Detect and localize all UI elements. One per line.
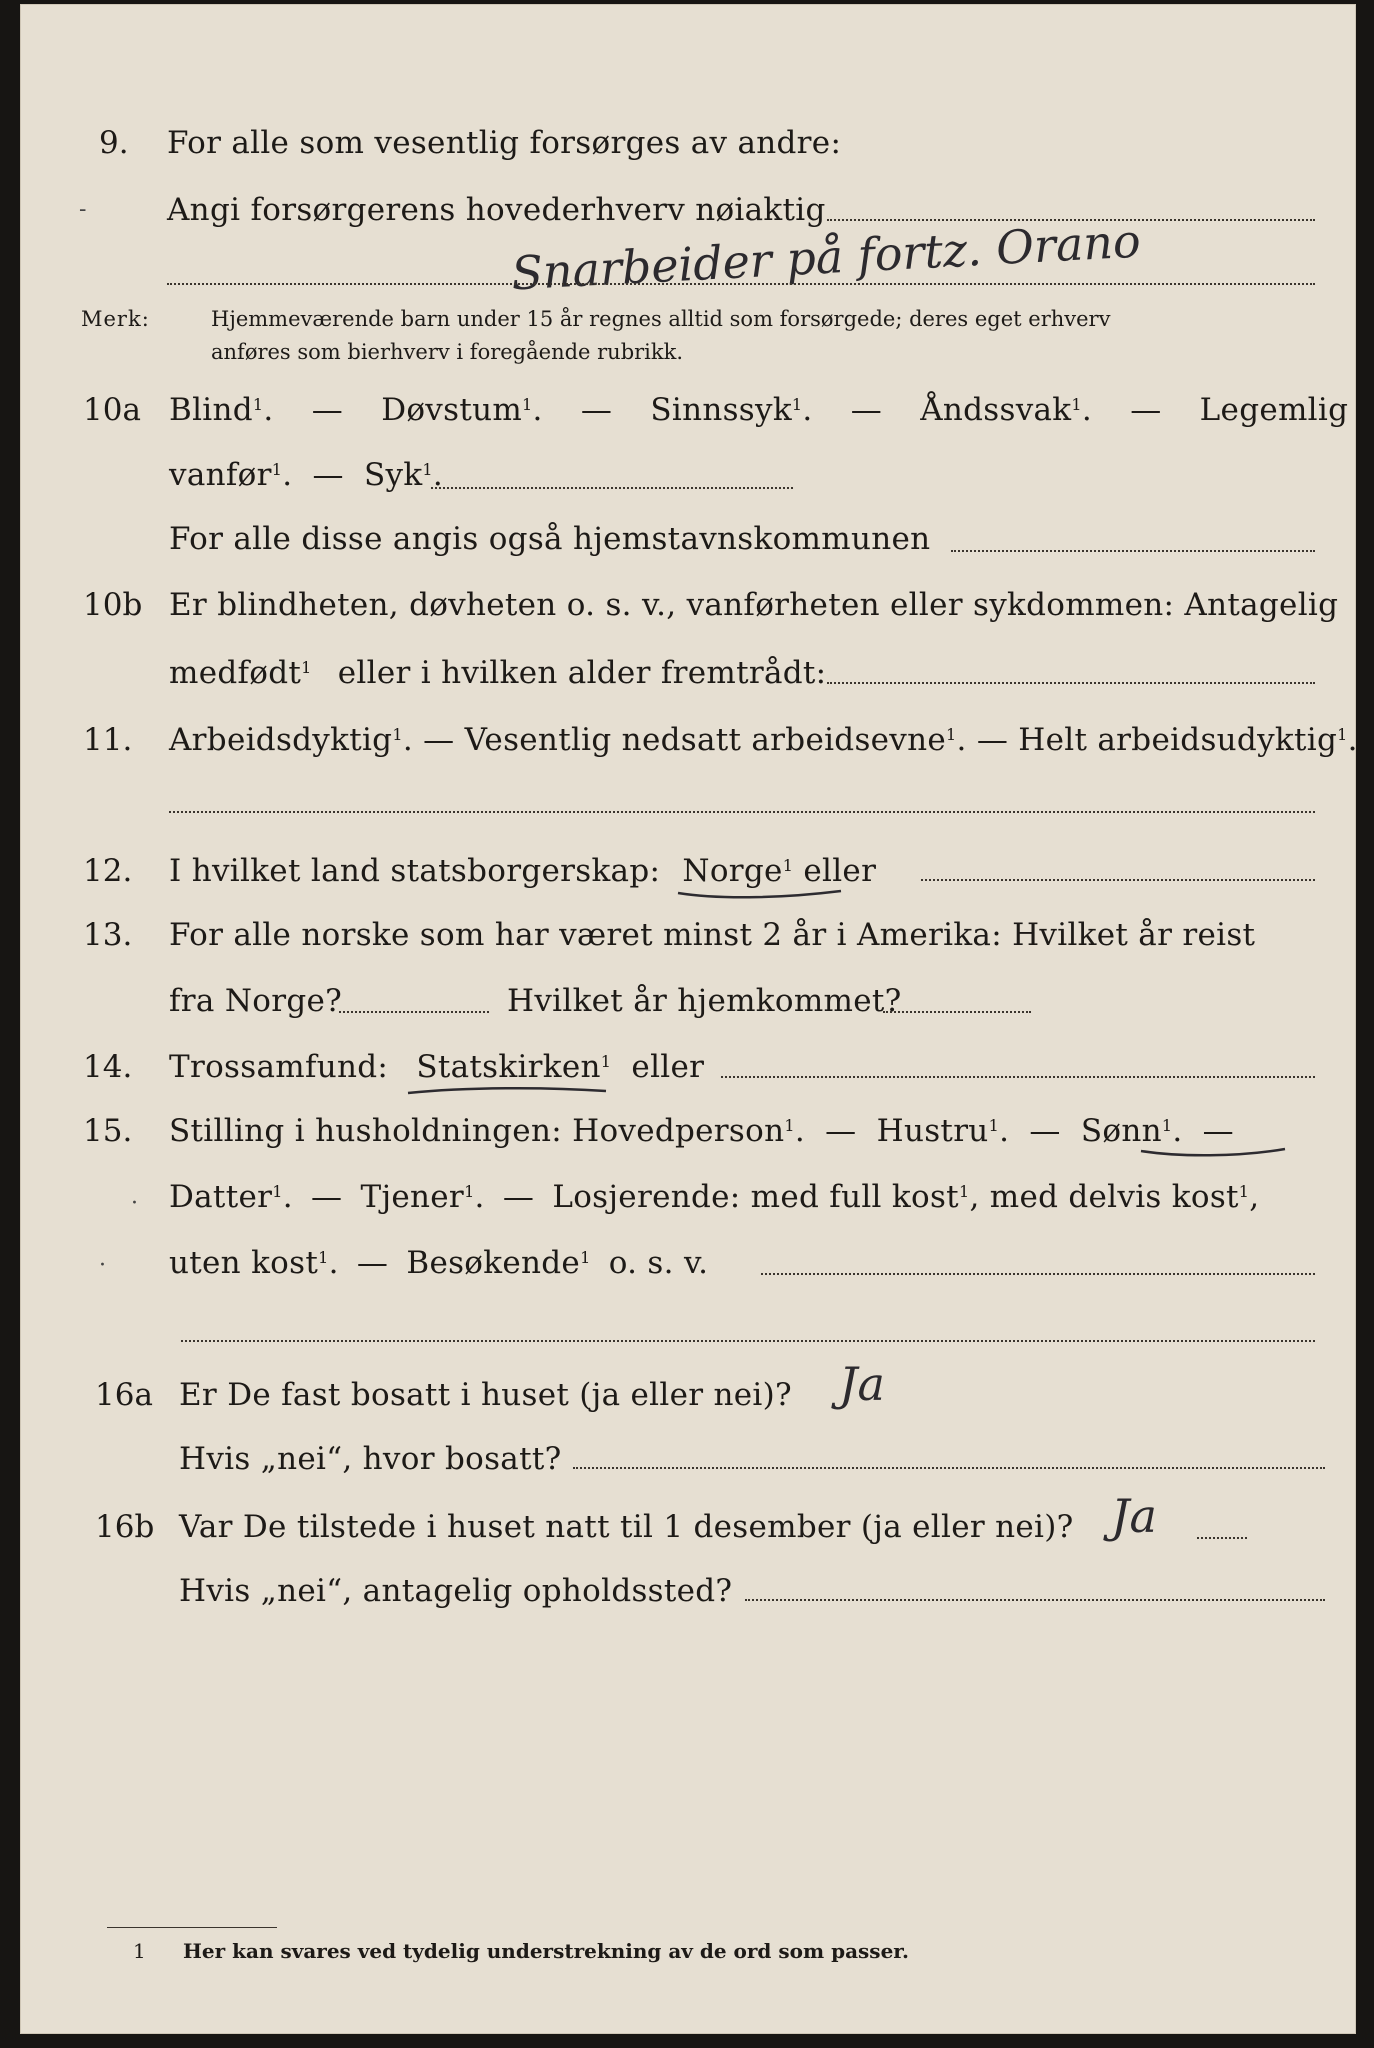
q13-hjemkommet-fill [883,1011,1031,1013]
footnote-rule [107,1927,277,1928]
q15-line1: Stilling i husholdningen: Hovedperson$^1$. — Hustru$^1$. — Sønn$^1$. — [169,1113,1234,1149]
margin-mark: - [79,197,87,222]
q13-line2b: Hvilket år hjemkommet? [507,983,902,1019]
option-statskirken: Statskirken [416,1049,601,1085]
option-legemlig: Legemlig [1199,392,1349,428]
statskirken-underline [406,1081,611,1101]
option-dovstum: Døvstum [381,392,523,428]
option-sonn: Sønn [1080,1113,1162,1149]
sonn-underline [1139,1143,1289,1163]
option-vanfor: vanfør [169,457,272,493]
q15-line3: uten kost$^1$. — Besøkende$^1$ o. s. v. [169,1245,709,1281]
norge-underline [676,883,846,903]
q15-line2: Datter$^1$. — Tjener$^1$. — Losjerende: med full kost$^1$, med delvis kost$^1$, [169,1179,1260,1215]
q16b-handwritten-answer: Ja [1111,1489,1157,1543]
q11-answer-line [169,811,1315,813]
q13-line1: For alle norske som har været minst 2 år i Amerika: Hvilket år reist [169,917,1256,953]
q16b-number: 16b [95,1509,155,1545]
q13-reist-fill [339,1011,489,1013]
option-nedsatt-arbeidsevne: Vesentlig nedsatt arbeidsevne [464,722,947,758]
q15-number: 15. [83,1113,133,1149]
footnote-text: Her kan svares ved tydelig understrekning av de ord som passer. [183,1939,909,1963]
option-helt-arbeidsudyktig: Helt arbeidsudyktig [1018,722,1338,758]
q16a-line2-fill [573,1467,1325,1469]
merk-line1: Hjemmeværende barn under 15 år regnes alltid som forsørgede; deres eget erhverv [211,307,1111,331]
q14-number: 14. [83,1049,133,1085]
margin-mark: · [99,1253,106,1278]
q10a-line3: For alle disse angis også hjemstavnskommunen [169,521,931,557]
q10a-line2-fill [431,487,793,489]
option-sinnssyk: Sinnssyk [650,392,792,428]
q10a-line1: Blind$^1$. — Døvstum$^1$. — Sinnssyk$^1$. — Åndssvak$^1$. — Legemlig [169,392,1349,428]
q13-number: 13. [83,917,133,953]
q9-answer-line [167,283,1315,285]
census-form-page [20,4,1356,2034]
q10a-line3-fill [951,550,1315,552]
q15-line3-fill [761,1273,1315,1275]
footnote-number: 1 [133,1939,146,1963]
q16a-line2: Hvis „nei“, hvor bosatt? [179,1441,562,1477]
q12-line: I hvilket land statsborgerskap: Norge$^1$ eller [169,853,877,889]
q9-number: 9. [99,125,129,161]
q16b-line2-fill [745,1599,1325,1601]
option-hustru: Hustru [876,1113,989,1149]
q10b-line1: Er blindheten, døvheten o. s. v., vanførheten eller sykdommen: Antagelig [169,587,1339,623]
q16a-line1: Er De fast bosatt i huset (ja eller nei)? [179,1377,792,1413]
q16b-line1-fill [1197,1537,1247,1539]
q12-number: 12. [83,853,133,889]
q16b-line2: Hvis „nei“, antagelig opholdssted? [179,1573,733,1609]
q10a-number: 10a [83,392,141,428]
merk-line2: anføres som bierhverv i foregående rubrikk. [211,340,684,364]
q10b-line2-fill [827,682,1315,684]
option-arbeidsdyktig: Arbeidsdyktig [169,722,393,758]
q9-handwritten-answer: Snarbeider på fortz. Orano [510,213,1142,301]
q11-line: Arbeidsdyktig$^1$. — Vesentlig nedsatt arbeidsevne$^1$. — Helt arbeidsudyktig$^1$. [169,722,1358,758]
margin-mark: · [131,1191,138,1216]
q10b-line2: medfødt$^1$ eller i hvilken alder fremtrådt: [169,655,827,691]
option-norge: Norge [682,853,783,889]
merk-label: Merk: [81,307,150,331]
q16b-line1: Var De tilstede i huset natt til 1 desember (ja eller nei)? [179,1509,1074,1545]
q11-number: 11. [83,722,133,758]
q10a-line2: vanfør$^1$. — Syk$^1$. [169,457,444,493]
q15-answer-line [181,1340,1315,1342]
option-blind: Blind [169,392,253,428]
option-syk: Syk [363,457,423,493]
q10b-number: 10b [83,587,143,623]
q12-fill [921,879,1315,881]
q14-line: Trossamfund: Statskirken$^1$ eller [169,1049,705,1085]
q9-line2: Angi forsørgerens hovederhverv nøiaktig [167,192,826,228]
q13-line2a: fra Norge? [169,983,343,1019]
q14-fill [721,1076,1315,1078]
q9-line1: For alle som vesentlig forsørges av andre: [167,125,842,161]
q16a-handwritten-answer: Ja [839,1357,885,1411]
option-andssvak: Åndssvak [920,392,1072,428]
q16a-number: 16a [95,1377,153,1413]
